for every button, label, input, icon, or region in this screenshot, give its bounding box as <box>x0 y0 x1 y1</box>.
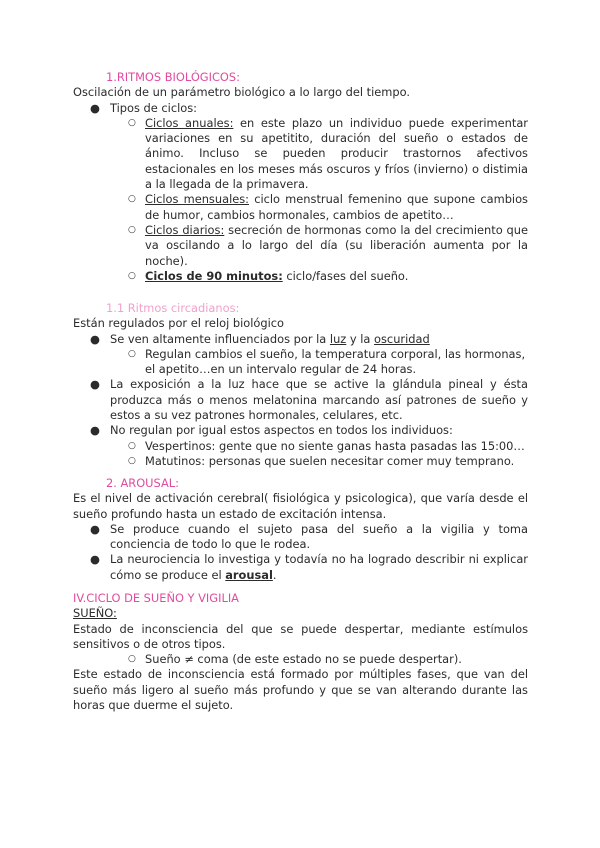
term-text: secreción de hormonas como la del crecimiento que va oscilando a lo largo del día (su liberación aumenta por la noche). <box>145 222 528 268</box>
term-oscuridad: oscuridad <box>374 331 430 346</box>
list-item <box>73 522 528 553</box>
bullet-icon: ● <box>90 377 100 392</box>
section-ciclo-sueno-vigilia <box>73 591 528 713</box>
text: Vespertinos: gente que no siente ganas hasta pasadas las 15:00… <box>145 438 525 453</box>
list-item <box>73 332 528 347</box>
list-item <box>73 652 528 667</box>
bullet-list <box>73 332 528 470</box>
text: Sueño ≠ coma (de este estado no se puede despertar). <box>145 652 462 667</box>
circle-bullet-icon: ○ <box>128 455 136 466</box>
circle-bullet-icon: ○ <box>128 348 136 359</box>
bullet-icon: ● <box>90 100 100 115</box>
paragraph: Estado de inconsciencia del que se puede despertar, mediante estímulos sensitivos o de otros tipos. <box>73 621 528 651</box>
text: . <box>272 567 277 582</box>
text: La neurociencia lo investiga y todavía no ha logrado describir ni explicar cómo se produce el <box>110 552 528 582</box>
term-arousal: arousal <box>225 567 273 582</box>
intro-text: Están regulados por el reloj biológico <box>73 316 284 331</box>
list-item <box>73 101 528 116</box>
text: La exposición a la luz hace que se active la glándula pineal y ésta produzca más o menos melatonina marcando así patrones de sueño y estos a su vez patrones hormonales, celulares, etc. <box>110 377 528 423</box>
circle-bullet-icon: ○ <box>128 654 136 665</box>
circle-bullet-icon: ○ <box>128 440 136 451</box>
term: Ciclos anuales: <box>145 115 234 130</box>
circle-bullet-icon: ○ <box>128 270 136 281</box>
intro-text: Es el nivel de activación cerebral( fisiológica y psicologica), que varía desde el sueño profundo hasta un estado de excitación intensa. <box>73 491 528 521</box>
tipos-label: Tipos de ciclos: <box>110 100 197 115</box>
list-item <box>73 116 528 192</box>
heading-arousal: 2. AROUSAL: <box>106 476 179 490</box>
term: Ciclos de 90 minutos: <box>145 268 283 283</box>
term-text: en este plazo un individuo puede experimentar variaciones en su apetitito, duración del sueño o estados de ánimo. Incluso se pueden producir trastornos afectivos estacionales en los meses más oscuros y fríos (invierno) o distimia a la llegada de la primavera. <box>145 115 528 192</box>
term-text: ciclo/fases del sueño. <box>282 268 409 283</box>
bullet-list <box>73 101 528 285</box>
text: Regulan cambios el sueño, la temperatura corporal, las hormonas, el apetito…en un intervalo regular de 24 horas. <box>145 346 526 377</box>
paragraph: Este estado de inconsciencia está formado por múltiples fases, que van del sueño más ligero al sueño más profundo y que se van alterando durante las horas que duerme el sujeto. <box>73 667 528 713</box>
list-item <box>73 423 528 438</box>
list-item <box>73 347 528 378</box>
bullet-icon: ● <box>90 552 100 567</box>
heading-ritmos-biologicos: 1.RITMOS BIOLÓGICOS: <box>106 70 240 84</box>
list-item <box>73 223 528 269</box>
bullet-list <box>73 652 528 667</box>
text: No regulan por igual estos aspectos en todos los individuos: <box>110 423 453 438</box>
circle-bullet-icon: ○ <box>128 224 136 235</box>
text: y la <box>346 331 375 346</box>
list-item <box>73 377 528 423</box>
circle-bullet-icon: ○ <box>128 194 136 205</box>
term: Ciclos mensuales: <box>145 192 250 207</box>
bullet-icon: ● <box>90 521 100 536</box>
list-item <box>73 439 528 454</box>
list-item <box>73 552 528 583</box>
text: Se ven altamente influenciados por la <box>110 331 330 346</box>
term-text: ciclo menstrual femenino que supone cambios de humor, cambios hormonales, cambios de apetito… <box>145 192 528 222</box>
list-item <box>73 269 528 284</box>
bullet-list <box>73 522 528 583</box>
bullet-icon: ● <box>90 423 100 438</box>
section-ritmos-circadianos <box>73 301 528 469</box>
heading-ciclo-sueno: IV.CICLO DE SUEÑO Y VIGILIA <box>73 591 239 605</box>
circle-bullet-icon: ○ <box>128 117 136 128</box>
section-arousal <box>73 476 528 583</box>
section-ritmos-biologicos <box>73 70 528 284</box>
text: Matutinos: personas que suelen necesitar comer muy temprano. <box>145 453 515 468</box>
term: Ciclos diarios: <box>145 222 225 237</box>
definition-text: Oscilación de un parámetro biológico a lo largo del tiempo. <box>73 85 411 100</box>
text: Se produce cuando el sujeto pasa del sueño a la vigilia y toma conciencia de todo lo que le rodea. <box>110 521 528 552</box>
list-item <box>73 192 528 223</box>
heading-ritmos-circadianos: 1.1 Ritmos circadianos: <box>106 301 240 315</box>
bullet-icon: ● <box>90 331 100 346</box>
subheading-sueno: SUEÑO: <box>73 606 117 621</box>
term-luz: luz <box>329 331 347 346</box>
list-item <box>73 454 528 469</box>
